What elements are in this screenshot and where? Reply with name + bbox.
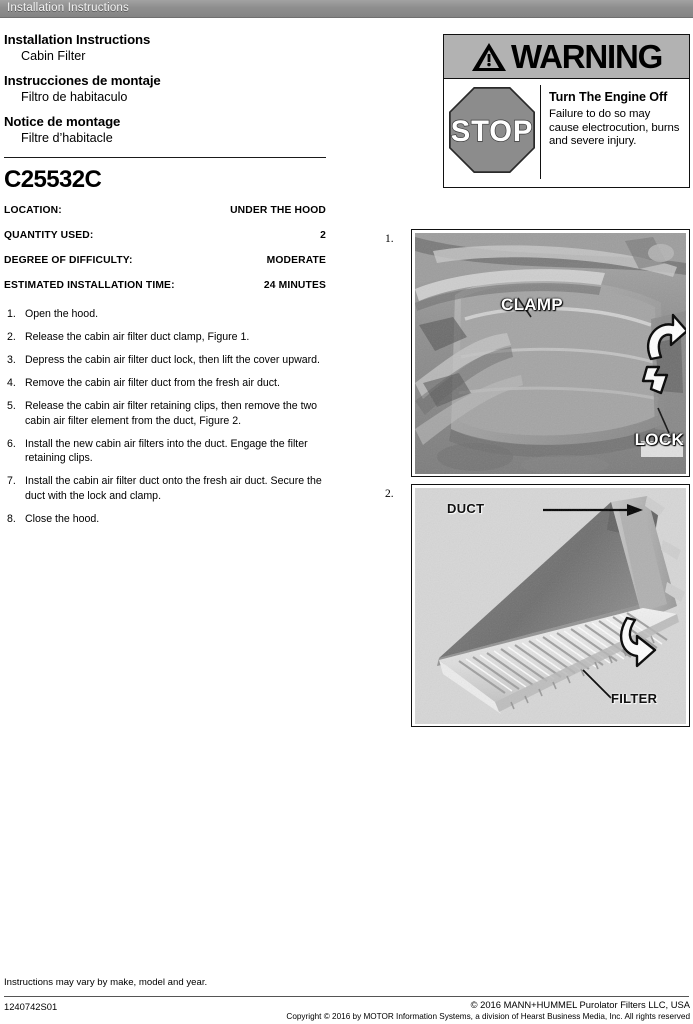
warning-triangle-icon (471, 41, 507, 73)
step-number: 7. (7, 475, 16, 487)
left-content-column (4, 32, 334, 535)
title-sub-spanish: Filtro de habitaculo (21, 90, 128, 104)
step-text: Install the new cabin air filters into the duct. Engage the filter retaining clips. (25, 437, 308, 464)
spec-label-location: LOCATION: (4, 205, 62, 216)
spec-value-time: 24 MINUTES (263, 280, 326, 291)
warning-box (443, 34, 690, 188)
step-text: Install the cabin air filter duct onto the fresh air duct. Secure the duct with the lock and clamp. (25, 475, 322, 502)
step-number: 4. (7, 377, 16, 389)
list-item (4, 376, 334, 391)
footer-copyright-primary: © 2016 MANN+HUMMEL Purolator Filters LLC, USA (470, 999, 690, 1010)
figure-1 (385, 229, 690, 477)
title-main-spanish: Instrucciones de montaje (4, 73, 161, 88)
step-text: Depress the cabin air filter duct lock, then lift the cover upward. (25, 354, 321, 366)
specifications-table (4, 205, 326, 305)
table-row (4, 280, 326, 305)
table-row (4, 230, 326, 255)
warning-description: Failure to do so may cause electrocution, burns and severe injury. (549, 108, 680, 148)
list-item (4, 353, 334, 368)
table-row (4, 255, 326, 280)
warning-banner-text: WARNING (510, 37, 663, 75)
figure-1-photo (415, 233, 686, 474)
figure-2-number: 2. (385, 488, 394, 500)
title-main-french: Notice de montage (4, 114, 121, 129)
title-row-spanish (4, 73, 334, 105)
step-text: Close the hood. (25, 512, 100, 525)
part-number: C25532C (4, 166, 102, 193)
instruction-steps-list (4, 307, 334, 526)
list-item (4, 307, 334, 322)
list-item (4, 330, 334, 345)
warning-body (444, 79, 689, 187)
warning-heading: Turn The Engine Off (549, 90, 668, 104)
footer-document-id: 1240742S01 (4, 1001, 58, 1012)
step-text: Release the cabin air filter duct clamp, Figure 1. (25, 331, 250, 343)
spec-value-quantity: 2 (320, 230, 326, 241)
warning-text-cell (541, 85, 689, 179)
multilingual-title-block (4, 32, 334, 146)
step-number: 3. (7, 354, 16, 366)
figure-1-frame (411, 229, 690, 477)
step-text: Open the hood. (25, 308, 99, 320)
step-number: 1. (7, 308, 16, 320)
title-sub-english: Cabin Filter (21, 49, 86, 63)
figure-2 (385, 484, 690, 727)
step-number: 8. (7, 512, 16, 525)
window-title: Installation Instructions (7, 2, 129, 14)
warning-banner (444, 35, 689, 79)
spec-value-location: UNDER THE HOOD (230, 205, 326, 216)
window-title-bar (0, 0, 693, 18)
title-row-french (4, 114, 334, 146)
figure-2-photo (415, 488, 686, 724)
spec-label-time: ESTIMATED INSTALLATION TIME: (4, 280, 175, 291)
spec-value-difficulty: MODERATE (266, 255, 326, 266)
stop-sign-icon (449, 87, 535, 173)
footer-copyright-block (286, 999, 690, 1022)
title-row-english (4, 32, 334, 64)
figure-2-label-duct: DUCT (447, 501, 485, 516)
step-number: 2. (7, 331, 16, 343)
spec-label-difficulty: DEGREE OF DIFFICULTY: (4, 255, 133, 266)
list-item (4, 474, 334, 503)
footer-disclaimer: Instructions may vary by make, model and year. (4, 977, 208, 988)
cabin-filter-duct-photo (415, 488, 686, 724)
title-divider (4, 157, 326, 158)
step-number: 5. (7, 400, 16, 412)
step-text: Remove the cabin air filter duct from the fresh air duct. (25, 377, 280, 389)
list-item (4, 399, 334, 428)
figure-2-label-filter: FILTER (611, 691, 658, 706)
table-row (4, 205, 326, 230)
list-item (4, 437, 334, 466)
step-text: Release the cabin air filter retaining clips, then remove the two cabin air filter element from the duct, Figure 2. (25, 400, 318, 427)
figure-1-label-lock: LOCK (634, 430, 684, 449)
step-number: 6. (7, 437, 16, 450)
figure-2-frame (411, 484, 690, 727)
svg-text:STOP: STOP (450, 116, 534, 149)
spec-label-quantity: QUANTITY USED: (4, 230, 94, 241)
list-item (4, 512, 334, 527)
title-main-english: Installation Instructions (4, 32, 151, 47)
figure-1-label-clamp: CLAMP (501, 295, 563, 314)
stop-sign-cell (444, 85, 541, 179)
footer-divider (4, 996, 689, 997)
footer-copyright-secondary: Copyright © 2016 by MOTOR Information Systems, a division of Hearst Business Media, Inc. All rights reserved (286, 1011, 690, 1021)
figure-1-number: 1. (385, 233, 394, 245)
title-sub-french: Filtre d’habitacle (21, 131, 113, 145)
